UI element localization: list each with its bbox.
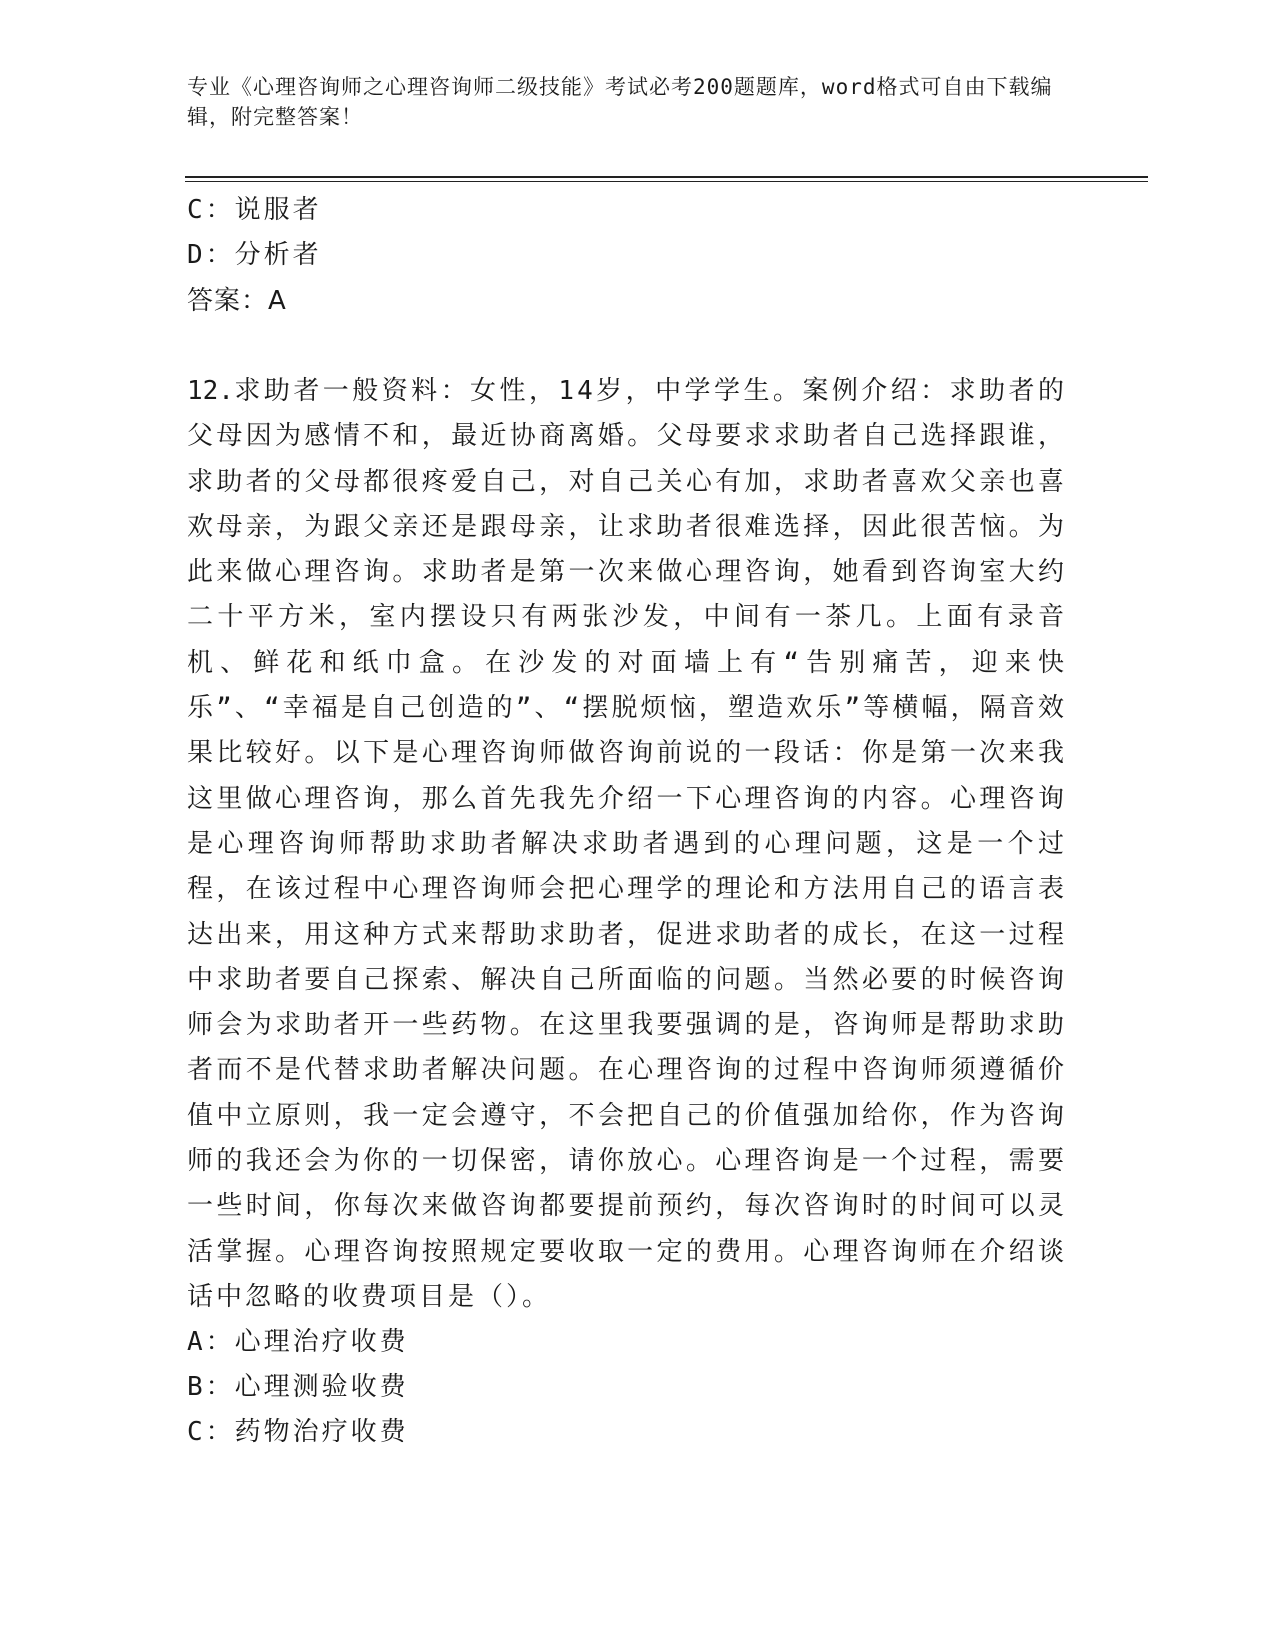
question-body: 求助者一般资料：女性，14岁，中学学生。案例介绍：求助者的父母因为感情不和，最近协商离婚。父母要求求助者自己选择跟谁，求助者的父母都很疼爱自己，对自己关心有加，求助者喜欢父亲也喜欢母亲，为跟父亲还是跟母亲，让求助者很难选择，因此很苦恼。为此来做心理咨询。求助者是第一次来做心理咨询，她看到咨询室大约二十平方米，室内摆设只有两张沙发，中间有一茶几。上面有录音机、鲜花和纸巾盒。在沙发的对面墙上有“告别痛苦，迎来快乐”、“幸福是自己创造的”、“摆脱烦恼，塑造欢乐”等横幅，隔音效果比较好。以下是心理咨询师做咨询前说的一段话：你是第一次来我这里做心理咨询，那么首先我先介绍一下心理咨询的内容。心理咨询是心理咨询师帮助求助者解决求助者遇到的心理问题，这是一个过程，在该过程中心理咨询师会把心理学的理论和方法用自己的语言表达出来，用这种方式来帮助求助者，促进求助者的成长，在这一过程中求助者要自己探索、解决自己所面临的问题。当然必要的时候咨询师会为求助者开一些药物。在这里我要强调的是，咨询师是帮助求助者而不是代替求助者解决问题。在心理咨询的过程中咨询师须遵循价值中立原则，我一定会遵守，不会把自己的价值强加给你，作为咨询师的我还会为你的一切保密，请你放心。心理咨询是一个过程，需要一些时间，你每次来做咨询都要提前预约，每次咨询时的时间可以灵活掌握。心理咨询按照规定要收取一定的费用。心理咨询师在介绍谈话中忽略的收费项目是（）。: [187, 376, 1067, 1312]
page-header: 专业《心理咨询师之心理咨询师二级技能》考试必考200题题库，word格式可自由下载编辑，附完整答案！: [187, 75, 1053, 129]
question-number: 12.: [187, 376, 234, 406]
answer-line: 答案：A: [187, 286, 287, 316]
option-a: A：心理治疗收费: [187, 1327, 409, 1358]
header-divider-thin: [185, 181, 1148, 182]
option-c-previous: C：说服者: [187, 195, 322, 225]
option-b: B：心理测验收费: [187, 1372, 409, 1403]
question-content: [187, 188, 1067, 1455]
option-d-previous: D：分析者: [187, 240, 322, 270]
question-12-text: [187, 369, 1067, 1320]
spacer: [187, 324, 1067, 369]
header-divider-thick: [185, 176, 1148, 178]
option-c: C：药物治疗收费: [187, 1417, 409, 1448]
